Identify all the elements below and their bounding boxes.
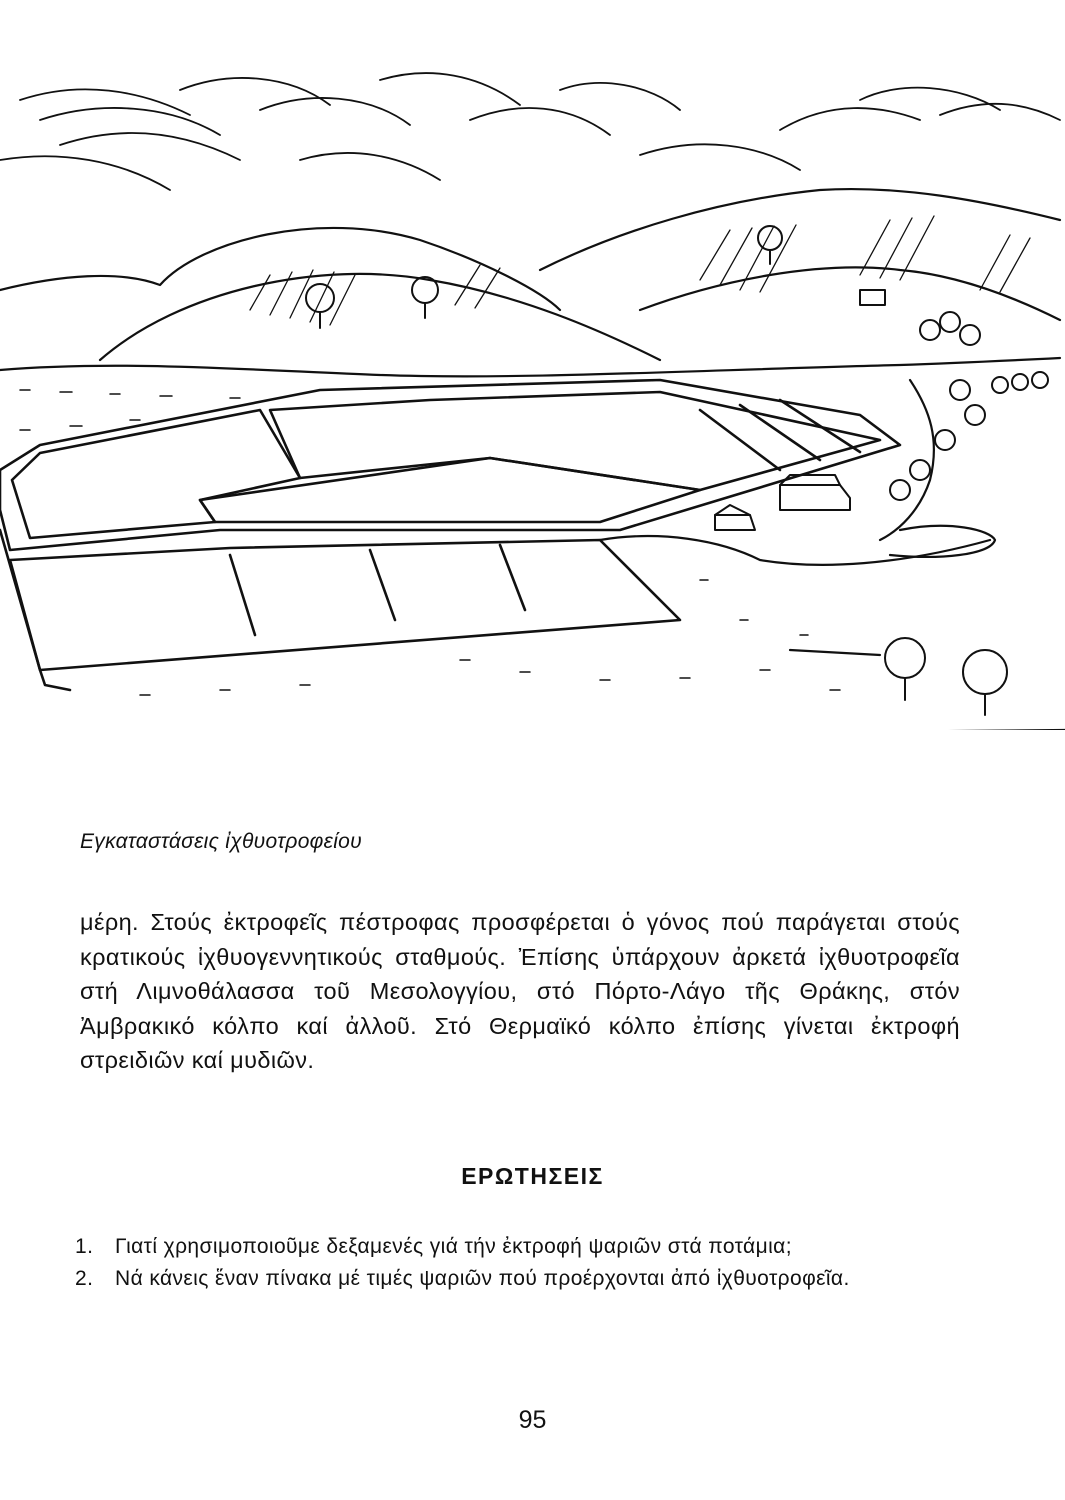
page-number: 95 — [518, 1406, 547, 1434]
question-number: 1. — [75, 1235, 94, 1258]
figure-caption: Εγκαταστάσεις ἰχθυοτροφείου — [80, 830, 362, 853]
fish-farm-illustration — [0, 60, 1065, 730]
questions-list — [75, 1234, 955, 1298]
hills — [0, 189, 1060, 376]
questions-title: ΕΡΩΤΗΣΕΙΣ — [461, 1163, 604, 1189]
body-paragraph-block — [80, 905, 960, 1078]
question-text: Νά κάνεις ἕναν πίνακα μέ τιμές ψαριῶν πού προέρχονται ἀπό ἰχθυοτροφεῖα. — [115, 1267, 850, 1290]
sky-lines — [0, 73, 1060, 190]
question-number: 2. — [75, 1267, 94, 1290]
body-paragraph: μέρη. Στούς ἐκτροφεῖς πέστροφας προσφέρεται ὁ γόνος πού παράγεται στούς κρατικούς ἰχθυογεννητικούς σταθμούς. Ἐπίσης ὑπάρχουν ἀρκετά ἰχθυοτροφεῖα στή Λιμνοθάλασσα τοῦ Μεσολογγίου, στό Πόρτο-Λάγο τῆς Θράκης, στόν Ἀμβρακικό κόλπο καί ἀλλοῦ. Στό Θερμαϊκό κόλπο ἐπίσης γίνεται ἐκτροφή στρειδιῶν καί μυδιῶν. — [80, 909, 960, 1073]
ponds — [0, 380, 900, 690]
question-item — [75, 1234, 955, 1260]
question-text: Γιατί χρησιμοποιοῦμε δεξαμενές γιά τήν ἐκτροφή ψαριῶν στά ποτάμια; — [115, 1235, 792, 1258]
question-item — [75, 1266, 955, 1292]
